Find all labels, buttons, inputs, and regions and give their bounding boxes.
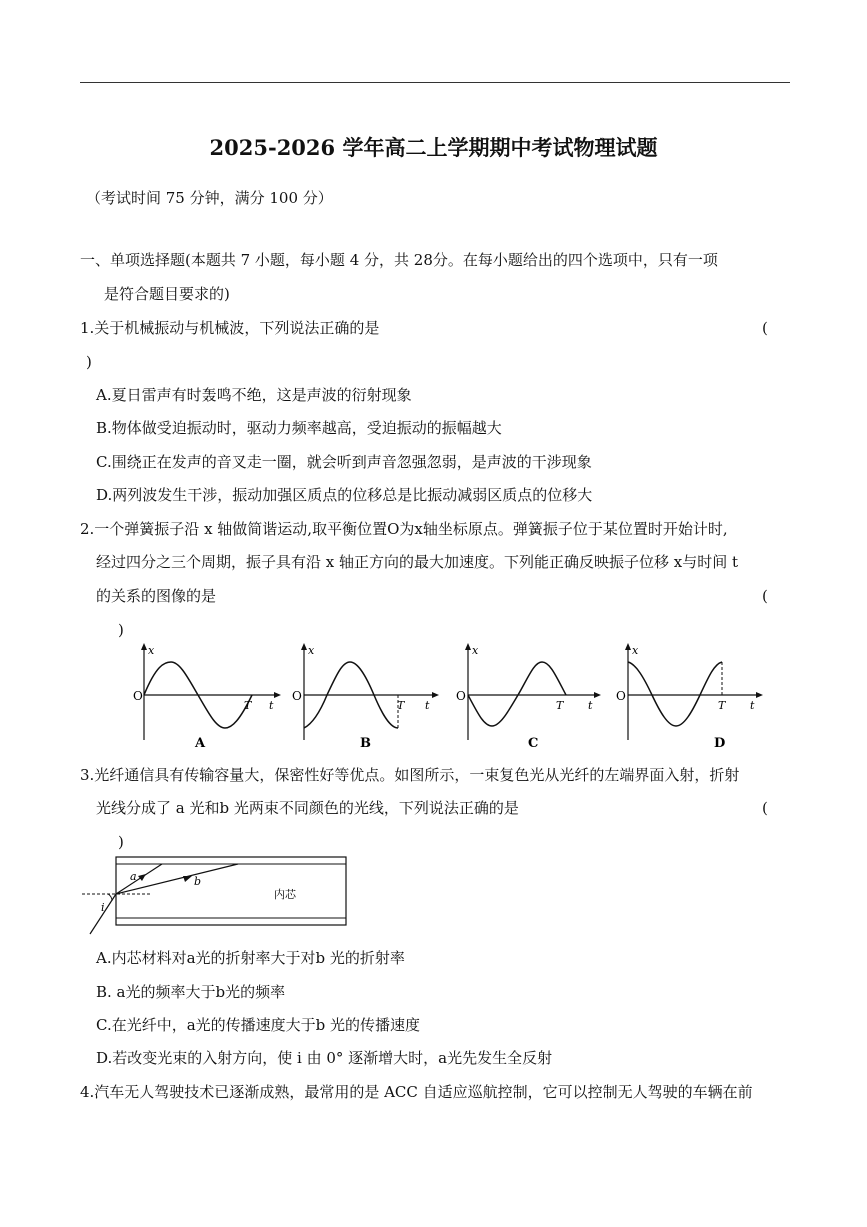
q3-ray-b-label: b — [194, 875, 202, 888]
q3-option-c: C.在光纤中，a光的传播速度大于b 光的传播速度 — [96, 1016, 421, 1034]
page-title: 2025-2026 学年高二上学期期中考试物理试题 — [209, 135, 658, 160]
q2-graph-d-label: D — [714, 736, 726, 751]
q3-answer-paren-open: ( — [762, 799, 768, 817]
q2-graph-a-y-label: x — [148, 644, 155, 657]
q2-graph-d-x-label: t — [750, 699, 755, 712]
q3-ray-a-label: a — [130, 870, 137, 883]
q1-answer-paren-open: ( — [762, 319, 768, 337]
q3-option-d: D.若改变光束的入射方向，使 i 由 0° 逐渐增大时，a光先发生全反射 — [96, 1049, 553, 1067]
q3-option-b: B. a光的频率大于b光的频率 — [96, 983, 286, 1001]
q2-graph-d-period: T — [718, 699, 726, 712]
q1-answer-paren-close: ) — [86, 353, 92, 371]
q1-option-a: A.夏日雷声有时轰鸣不绝，这是声波的衍射现象 — [96, 386, 412, 404]
q2-answer-paren-open: ( — [762, 587, 768, 605]
q2-graph-a-label: A — [195, 736, 206, 751]
q2-graph-a — [128, 640, 283, 752]
q1-stem: 1.关于机械振动与机械波，下列说法正确的是 — [80, 319, 380, 337]
q2-graph-c-period: T — [556, 699, 564, 712]
q4-stem: 4.汽车无人驾驶技术已逐渐成熟，最常用的是 ACC 自适应巡航控制，它可以控制无人驾驶的车辆在前 — [80, 1083, 753, 1101]
q2-graph-c-x-label: t — [588, 699, 593, 712]
q2-graph-d — [614, 640, 769, 752]
q3-answer-paren-close: ) — [118, 833, 124, 851]
q2-graph-c — [452, 640, 607, 752]
q1-option-c: C.围绕正在发声的音叉走一圈，就会听到声音忽强忽弱，是声波的干涉现象 — [96, 453, 592, 471]
q2-graph-c-label: C — [528, 736, 539, 751]
q1-option-d: D.两列波发生干涉，振动加强区质点的位移总是比振动减弱区质点的位移大 — [96, 486, 593, 504]
q2-graph-b — [290, 640, 445, 752]
q3-stem-line2: 光线分成了 a 光和b 光两束不同颜色的光线，下列说法正确的是 — [96, 799, 519, 817]
q3-angle-label: i — [101, 901, 105, 914]
q2-stem: 2.一个弹簧振子沿 x 轴做简谐运动,取平衡位置O为x轴坐标原点。弹簧振子位于某位置时开始计时, — [80, 520, 728, 538]
q3-option-a: A.内芯材料对a光的折射率大于对b 光的折射率 — [96, 949, 405, 967]
q2-graph-c-y-label: x — [472, 644, 479, 657]
q3-core-label: 内芯 — [274, 888, 296, 901]
q2-answer-paren-close: ) — [118, 621, 124, 639]
q1-option-b: B.物体做受迫振动时，驱动力频率越高，受迫振动的振幅越大 — [96, 419, 502, 437]
header-rule — [80, 82, 790, 83]
q2-graph-b-period: T — [397, 699, 405, 712]
section-heading: 一、单项选择题(本题共 7 小题，每小题 4 分，共 28分。在每小题给出的四个选项中，只有一项 — [80, 251, 718, 269]
q2-graph-d-origin: O — [616, 689, 626, 703]
q2-graph-a-origin: O — [133, 689, 143, 703]
q2-stem-line3: 的关系的图像的是 — [96, 587, 217, 605]
q2-stem-line2: 经过四分之三个周期，振子具有沿 x 轴正方向的最大加速度。下列能正确反映振子位移 x与时间 t — [96, 553, 739, 571]
q2-graph-b-origin: O — [292, 689, 302, 703]
q2-graph-a-period: T — [244, 699, 252, 712]
q3-stem: 3.光纤通信具有传输容量大，保密性好等优点。如图所示，一束复色光从光纤的左端界面入射，折射 — [80, 766, 740, 784]
q2-graph-a-x-label: t — [269, 699, 274, 712]
section-heading-cont: 是符合题目要求的) — [104, 285, 230, 303]
exam-info: （考试时间 75 分钟，满分 100 分） — [86, 189, 333, 207]
q3-fiber-figure — [80, 852, 355, 942]
q2-graph-c-origin: O — [456, 689, 466, 703]
q2-graph-b-x-label: t — [425, 699, 430, 712]
q2-graph-b-label: B — [360, 736, 371, 751]
q2-graph-b-y-label: x — [308, 644, 315, 657]
q2-graph-d-y-label: x — [632, 644, 639, 657]
